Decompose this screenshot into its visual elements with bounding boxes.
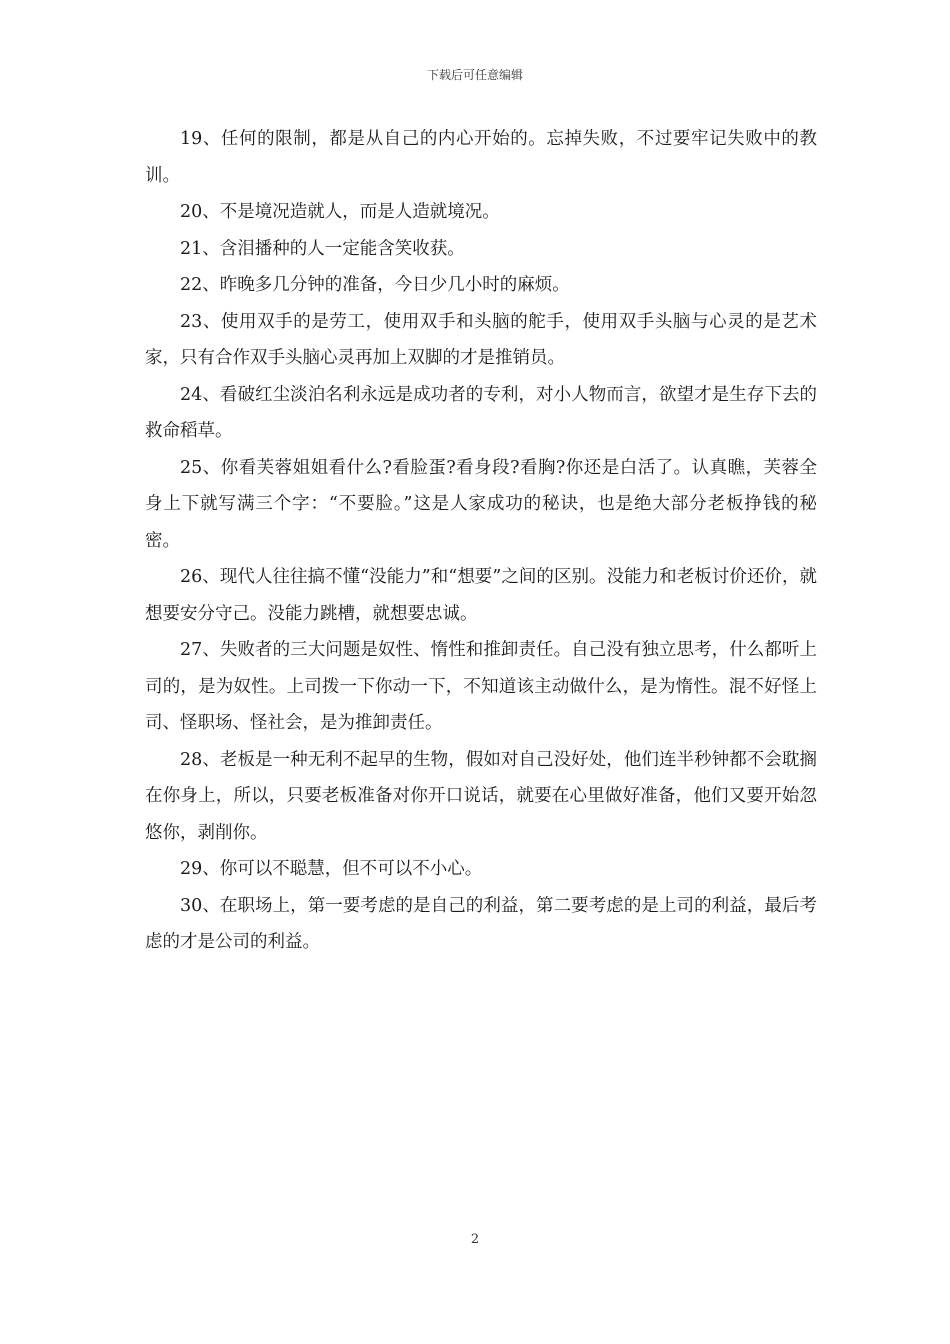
- body-text: [145, 121, 817, 961]
- paragraph-27: 27、失败者的三大问题是奴性、惰性和推卸责任。自己没有独立思考，什么都听上司的，是为奴性。上司拨一下你动一下，不知道该主动做什么，是为惰性。混不好怪上司、怪职场、怪社会，是为推卸责任。: [145, 640, 817, 733]
- paragraph-26: 26、现代人往往搞不懂“没能力”和“想要”之间的区别。没能力和老板讨价还价，就想要安分守己。没能力跳槽，就想要忠诚。: [145, 567, 817, 624]
- paragraph-23: 23、使用双手的是劳工，使用双手和头脑的舵手，使用双手头脑与心灵的是艺术家，只有合作双手头脑心灵再加上双脚的才是推销员。: [145, 311, 817, 368]
- paragraph-19: 19、任何的限制，都是从自己的内心开始的。忘掉失败，不过要牢记失败中的教训。: [145, 129, 817, 186]
- page-number: 2: [470, 1232, 480, 1247]
- paragraph-22: 22、昨晚多几分钟的准备，今日少几小时的麻烦。: [180, 275, 570, 295]
- paragraph-25: 25、你看芙蓉姐姐看什么?看脸蛋?看身段?看胸?你还是白活了。认真瞧，芙蓉全身上下就写满三个字：“不要脸。”这是人家成功的秘诀，也是绝大部分老板挣钱的秘密。: [145, 457, 817, 551]
- paragraph-29: 29、你可以不聪慧，但不可以不小心。: [180, 859, 483, 879]
- paragraph-24: 24、看破红尘淡泊名利永远是成功者的专利，对小人物而言，欲望才是生存下去的救命稻草。: [145, 384, 817, 441]
- paragraph-20: 20、不是境况造就人，而是人造就境况。: [180, 202, 500, 222]
- paragraph-28: 28、老板是一种无利不起早的生物，假如对自己没好处，他们连半秒钟都不会耽搁在你身上，所以，只要老板准备对你开口说话，就要在心里做好准备，他们又要开始忽悠你，剥削你。: [145, 749, 817, 843]
- paragraph-30: 30、在职场上，第一要考虑的是自己的利益，第二要考虑的是上司的利益，最后考虑的才是公司的利益。: [145, 895, 817, 952]
- paragraph-21: 21、含泪播种的人一定能含笑收获。: [180, 238, 465, 259]
- page-header: 下载后可任意编辑: [426, 68, 523, 82]
